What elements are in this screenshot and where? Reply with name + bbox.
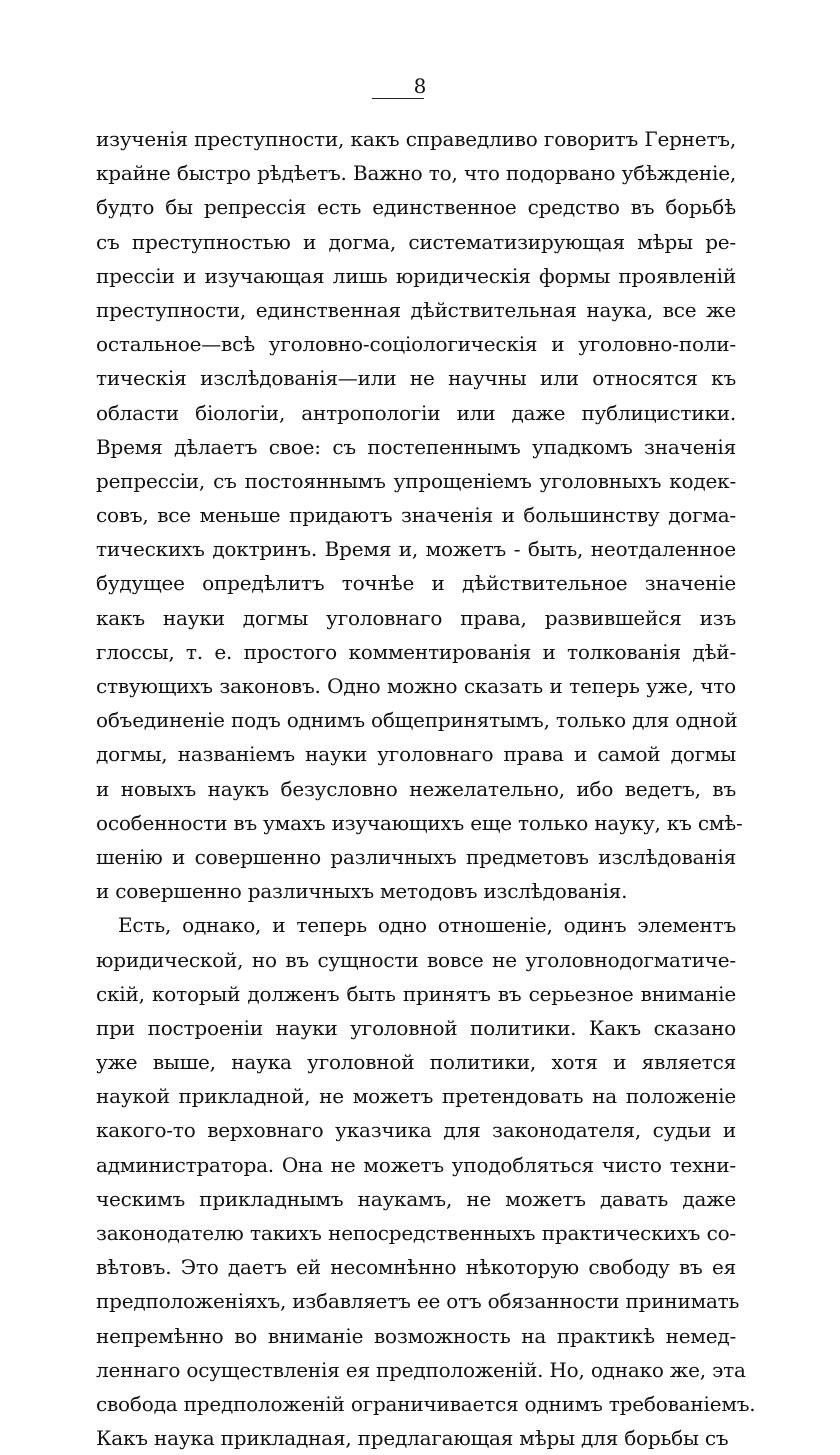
text-line: Какъ наука прикладная, предлагающая мѣры для борьбы съ <box>96 1426 729 1451</box>
text-line: Есть, однако, и теперь одно отношеніе, одинъ элементъ <box>118 913 736 938</box>
page-number-rule <box>372 98 424 99</box>
text-line: будущее опредѣлитъ точнѣе и дѣйствительное значеніе <box>96 571 736 596</box>
text-line: при построеніи науки уголовной политики. Какъ сказано <box>96 1015 736 1040</box>
text-line: уже выше, наука уголовной политики, хотя и является <box>96 1050 736 1075</box>
text-line: репрессіи, съ постояннымъ упрощеніемъ уголовныхъ кодек- <box>96 468 736 493</box>
text-line: изученія преступности, какъ справедливо говоритъ Гернетъ, <box>96 127 736 151</box>
text-line: и совершенно различныхъ методовъ изслѣдованія. <box>96 879 628 904</box>
text-line: свобода предположеній ограничивается однимъ требованіемъ. <box>96 1391 756 1416</box>
text-line: леннаго осуществленія ея предположеній. Но, однако же, эта <box>96 1357 746 1382</box>
text-line: съ преступностью и догма, систематизирующая мѣры ре- <box>96 229 736 254</box>
text-line: какъ науки догмы уголовнаго права, развившейся изъ <box>96 605 736 630</box>
text-line: шенію и совершенно различныхъ предметовъ изслѣдованія <box>96 844 736 869</box>
text-line: глоссы, т. е. простого комментированія и толкованія дѣй- <box>96 639 736 664</box>
text-line: и новыхъ наукъ безусловно нежелательно, ибо ведетъ, въ <box>96 776 736 801</box>
text-line: объединеніе подъ однимъ общепринятымъ, только для одной <box>96 708 738 733</box>
body-text <box>96 122 756 1455</box>
text-line: крайне быстро рѣдѣетъ. Важно то, что подорвано убѣжденіе, <box>96 161 736 186</box>
text-line: будто бы репрессія есть единственное средство въ борьбѣ <box>96 195 736 220</box>
text-line: законодателю такихъ непосредственныхъ практическихъ со- <box>96 1221 736 1245</box>
text-line: Время дѣлаетъ свое: съ постепеннымъ упадкомъ значенія <box>96 434 736 459</box>
text-line: особенности въ умахъ изучающихъ еще только науку, къ смѣ- <box>96 810 743 835</box>
text-line: остальное—всѣ уголовно-соціологическія и уголовно-поли- <box>96 332 736 357</box>
text-line: наукой прикладной, не можетъ претендовать на положеніе <box>96 1084 736 1109</box>
text-line: совъ, все меньше придаютъ значенія и большинству догма- <box>96 503 736 528</box>
text-line: области біологіи, антропологіи или даже публицистики. <box>96 400 736 425</box>
page-number: 8 <box>413 74 427 98</box>
text-line: непремѣнно во вниманіе возможность на практикѣ немед- <box>96 1323 736 1348</box>
text-line: ческимъ прикладнымъ наукамъ, не можетъ давать даже <box>96 1186 736 1211</box>
paragraph <box>96 122 743 908</box>
text-line: скій, который долженъ быть принятъ въ серьезное вниманіе <box>96 981 736 1006</box>
paragraph <box>96 908 756 1455</box>
text-line: предположеніяхъ, избавляетъ ее отъ обязанности принимать <box>96 1289 740 1314</box>
text-line: догмы, названіемъ науки уголовнаго права и самой догмы <box>96 742 736 767</box>
text-line: ствующихъ законовъ. Одно можно сказать и теперь уже, что <box>96 674 736 698</box>
text-line: прессіи и изучающая лишь юридическія формы проявленій <box>96 263 736 288</box>
text-line: преступности, единственная дѣйствительная наука, все же <box>96 297 736 322</box>
text-line: тическихъ доктринъ. Время и, можетъ - быть, неотдаленное <box>96 537 736 562</box>
text-line: какого-то верховнаго указчика для законодателя, судьи и <box>96 1118 736 1143</box>
text-line: администратора. Она не можетъ уподобляться чисто техни- <box>96 1152 736 1177</box>
text-line: тическія изслѣдованія—или не научны или относятся къ <box>96 366 736 391</box>
text-line: юридической, но въ сущности вовсе не уголовнодогматиче- <box>96 947 736 972</box>
text-line: вѣтовъ. Это даетъ ей несомнѣнно нѣкоторую свободу въ ея <box>96 1255 736 1280</box>
